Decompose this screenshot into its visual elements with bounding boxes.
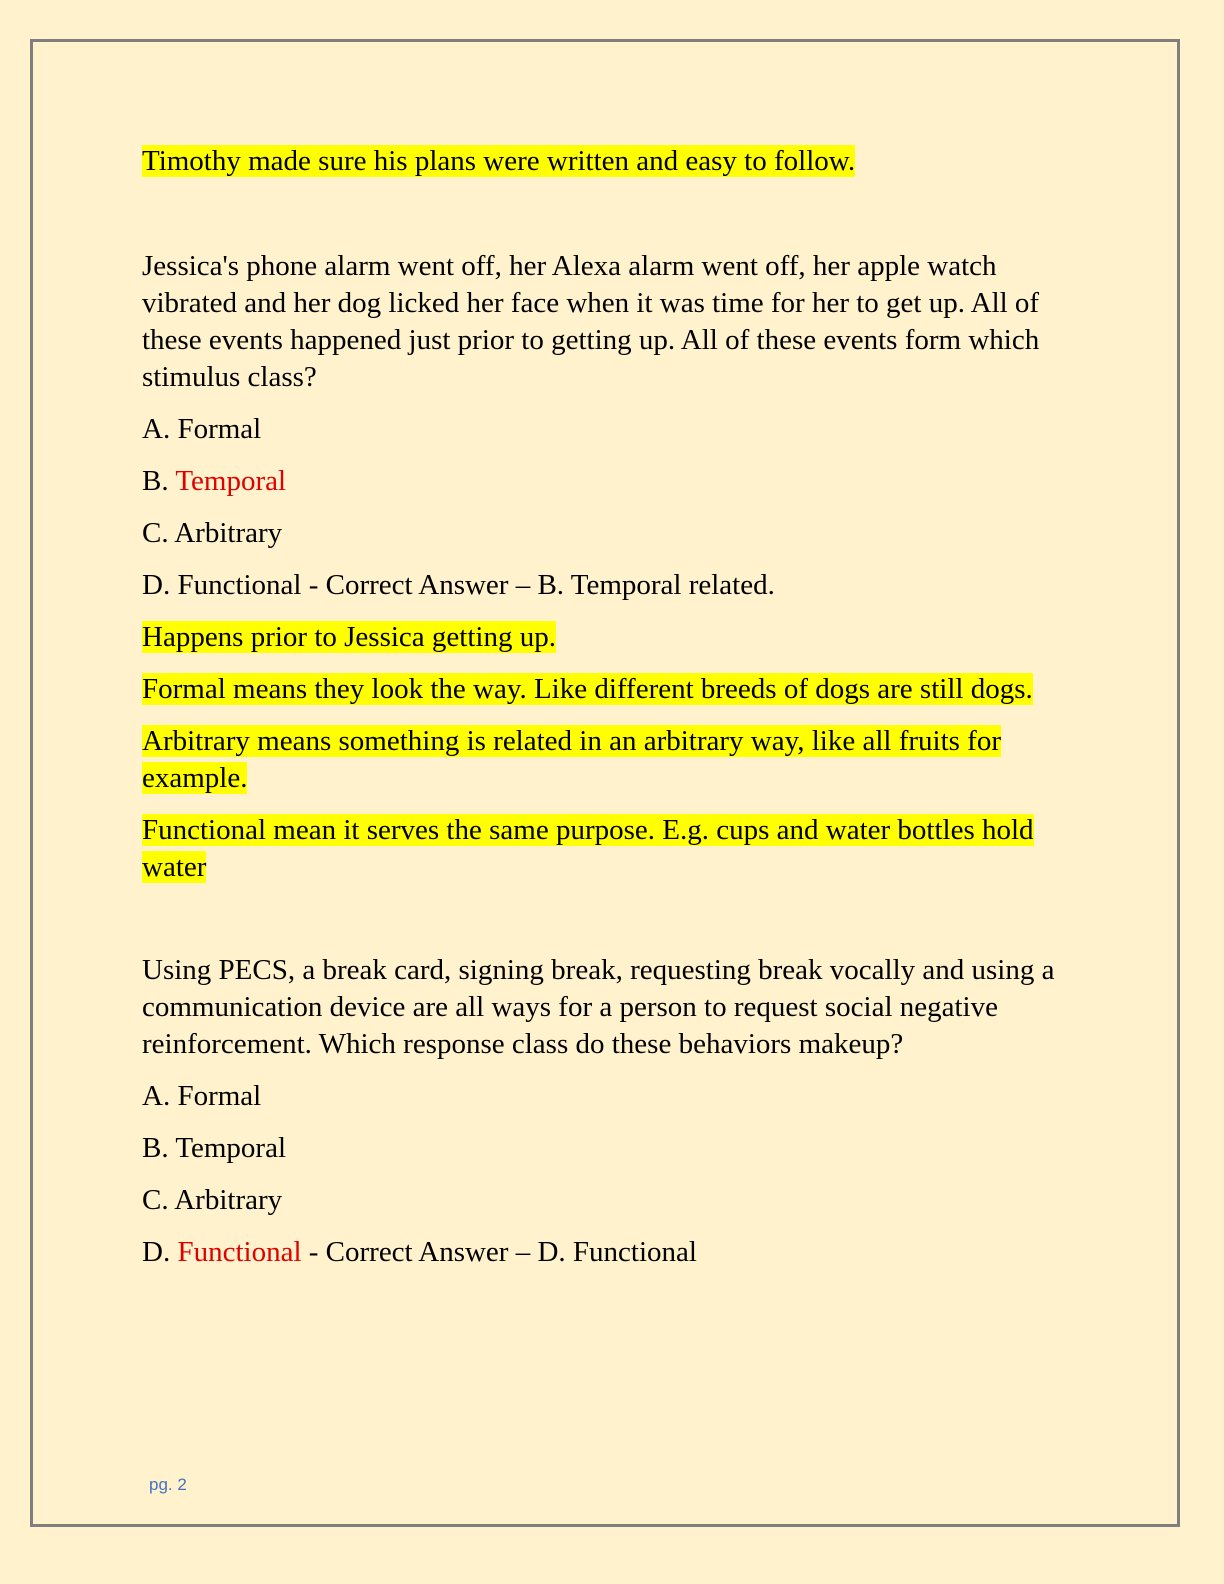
highlighted-text: Timothy made sure his plans were written and easy to follow. xyxy=(142,145,856,177)
correct-option-label: Temporal xyxy=(175,465,287,497)
question-1-option-a: A. Formal xyxy=(142,413,262,445)
option-d-suffix: - Correct Answer – D. Functional xyxy=(301,1236,697,1268)
highlighted-text: Happens prior to Jessica getting up. xyxy=(142,621,556,653)
explanation-1 xyxy=(142,619,1082,656)
question-2-option-b: B. Temporal xyxy=(142,1132,287,1164)
explanation-4 xyxy=(142,812,1082,886)
question-1-option-c: C. Arbitrary xyxy=(142,517,283,549)
question-2-option-c: C. Arbitrary xyxy=(142,1184,283,1216)
explanation-2 xyxy=(142,671,1082,708)
page-number: pg. 2 xyxy=(149,1475,187,1494)
highlighted-text: Formal means they look the way. Like different breeds of dogs are still dogs. xyxy=(142,673,1033,705)
option-d-prefix: D. xyxy=(142,1236,178,1268)
question-2-option-d xyxy=(142,1234,1082,1271)
question-1-option-b xyxy=(142,463,1082,500)
highlighted-text: Arbitrary means something is related in an arbitrary way, like all fruits for example. xyxy=(142,725,1001,794)
document-content xyxy=(142,143,1082,1271)
intro-statement xyxy=(142,143,1082,180)
option-b-prefix: B. xyxy=(142,465,176,497)
question-1-text: Jessica's phone alarm went off, her Alexa alarm went off, her apple watch vibrated and her dog licked her face when it was time for her to get up. All of these events happened just prior to getting up. All of these events form which stimulus class? xyxy=(142,250,1040,393)
highlighted-text: Functional mean it serves the same purpose. E.g. cups and water bottles hold water xyxy=(142,814,1034,883)
question-2-text: Using PECS, a break card, signing break, requesting break vocally and using a communication device are all ways for a person to request social negative reinforcement. Which response class do these behaviors makeup? xyxy=(142,954,1055,1060)
question-2-option-a: A. Formal xyxy=(142,1080,262,1112)
explanation-3 xyxy=(142,723,1082,797)
correct-option-label: Functional xyxy=(177,1236,302,1268)
question-1-option-d: D. Functional - Correct Answer – B. Temporal related. xyxy=(142,569,775,601)
